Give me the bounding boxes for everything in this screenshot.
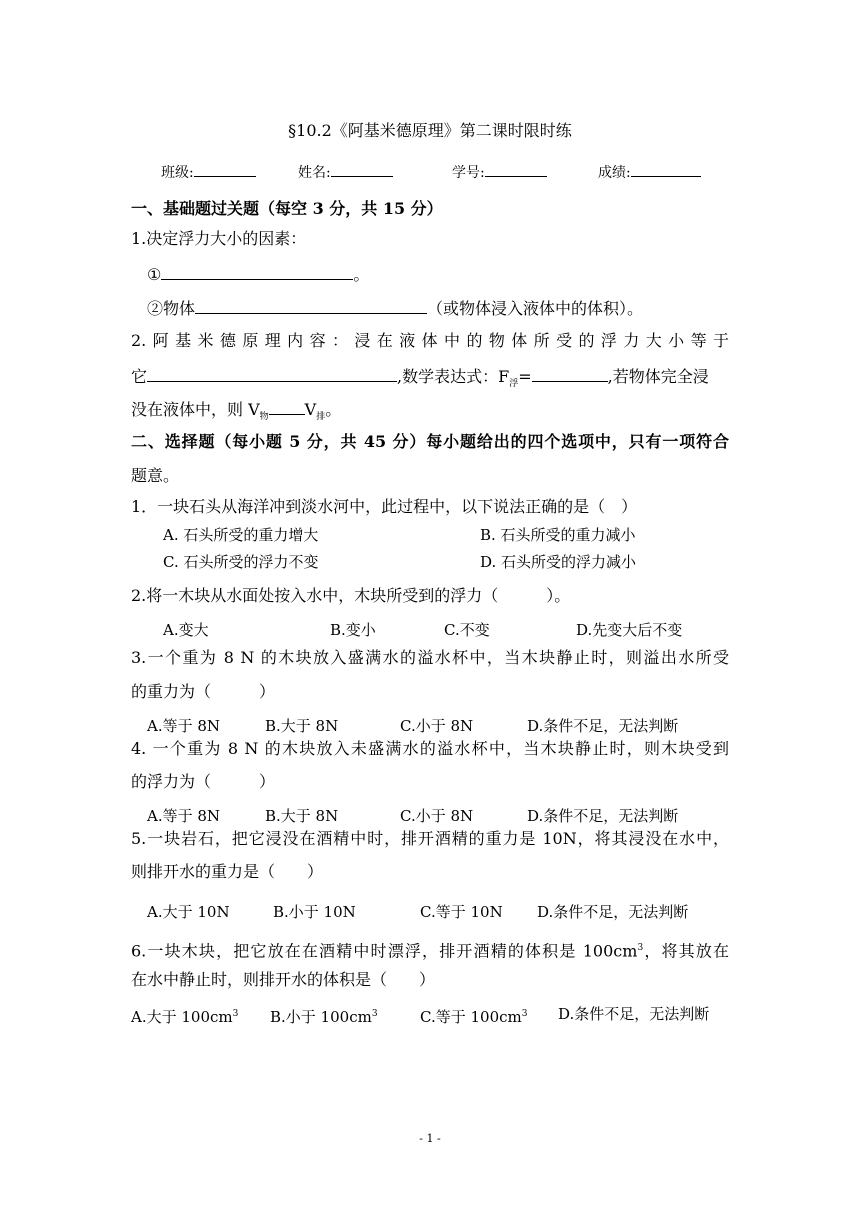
score-field [598, 160, 701, 183]
mc1-option-d: D. 石头所受的浮力减小 [480, 553, 637, 571]
answer-blank [161, 263, 353, 280]
q2-prefix: 它 [131, 367, 148, 386]
mc1-option-a: A. 石头所受的重力增大 [163, 526, 319, 544]
q2-formula-label: ,数学表达式：F [397, 367, 510, 386]
mc6-option-c [420, 1004, 527, 1027]
mc6-option-b-text: B.小于 100cm [270, 1008, 372, 1026]
mc5-option-b: B.小于 10N [273, 903, 356, 921]
class-label: 班级: [161, 165, 194, 181]
mc6-option-a [131, 1004, 238, 1027]
mc6-option-d: D.条件不足，无法判断 [558, 1005, 710, 1023]
question-1-item-1 [147, 263, 369, 285]
section2-heading-line-2: 题意。 [131, 466, 180, 485]
student-id-field [452, 160, 547, 183]
cubic-superscript: 3 [232, 1009, 239, 1019]
mc3-option-a: A.等于 8N [147, 717, 221, 735]
answer-blank [195, 297, 427, 314]
mc6-option-c-text: C.等于 100cm [420, 1008, 522, 1026]
cubic-superscript: 3 [371, 1009, 378, 1019]
mc-question-4-line-2: 的浮力为（ ） [131, 772, 276, 791]
mc-question-5-line-2: 则排开水的重力是（ ） [131, 862, 324, 881]
v-symbol: V [304, 400, 317, 419]
mc3-option-b: B.大于 8N [265, 717, 339, 735]
mc5-option-c: C.等于 10N [420, 903, 503, 921]
mc4-option-d: D.条件不足，无法判断 [527, 807, 679, 825]
q6-line1-suffix: ，将其放在 [643, 941, 729, 961]
item-1-prefix: ① [147, 265, 162, 284]
mc6-option-a-text: A.大于 100cm [131, 1008, 233, 1026]
q2-suffix: ,若物体完全浸 [607, 367, 709, 386]
item-2-suffix: （或物体浸入液体中的体积）。 [427, 299, 644, 318]
question-2-line-3 [131, 398, 341, 427]
mc-question-4-line-1: 4. 一个重为 8 N 的木块放入未盛满水的溢水杯中，当木块静止时，则木块受到 [131, 739, 729, 758]
mc1-option-c: C. 石头所受的浮力不变 [163, 553, 319, 571]
subscript-pai: 排 [316, 412, 326, 423]
mc4-option-a: A.等于 8N [147, 807, 221, 825]
answer-blank [532, 365, 608, 382]
cubic-superscript: 3 [521, 1009, 528, 1019]
page-number: - 1 - [419, 1132, 441, 1145]
item-2-prefix: ②物体 [147, 299, 196, 318]
mc2-option-b: B.变小 [330, 621, 376, 639]
equals-sign: = [518, 367, 532, 386]
mc-question-1-stem: 1．一块石头从海洋冲到淡水河中，此过程中，以下说法正确的是（ ） [131, 497, 638, 516]
q6-line1-prefix: 6.一块木块，把它放在在酒精中时漂浮，排开酒精的体积是 100cm [131, 941, 638, 961]
question-1-item-2 [147, 297, 643, 319]
section1-heading: 一、基础题过关题（每空 3 分，共 15 分） [131, 199, 443, 218]
page-title: §10.2《阿基米德原理》第二课时限时练 [288, 121, 572, 140]
mc5-option-d: D.条件不足，无法判断 [537, 903, 689, 921]
subscript-wu: 物 [259, 412, 269, 423]
mc-question-2-stem: 2.将一木块从水面处按入水中，木块所受到的浮力（ ）。 [131, 586, 571, 605]
name-label: 姓名: [298, 165, 331, 181]
mc3-option-c: C.小于 8N [400, 717, 474, 735]
question-2-line-2 [131, 365, 709, 394]
class-blank [194, 160, 256, 177]
mc2-option-a: A.变大 [163, 621, 209, 639]
name-blank [331, 160, 393, 177]
question-1-stem: 1.决定浮力大小的因素： [131, 229, 307, 248]
cubic-superscript: 3 [637, 943, 644, 953]
section2-heading: 二、选择题（每小题 5 分，共 45 分）每小题给出的四个选项中，只有一项符合 [131, 432, 729, 451]
mc-question-3-line-1: 3.一个重为 8 N 的木块放入盛满水的溢水杯中，当木块静止时，则溢出水所受 [131, 648, 729, 667]
score-label: 成绩: [598, 165, 631, 181]
mc-question-6-line-2: 在水中静止时，则排开水的体积是（ ） [131, 970, 436, 989]
q2-line3-suffix: 。 [325, 400, 342, 419]
mc2-option-d: D.先变大后不变 [576, 621, 683, 639]
answer-blank [147, 365, 397, 382]
subscript-fu: 浮 [509, 379, 519, 390]
mc4-option-b: B.大于 8N [265, 807, 339, 825]
score-blank [631, 160, 701, 177]
student-id-blank [485, 160, 547, 177]
mc3-option-d: D.条件不足，无法判断 [527, 717, 679, 735]
mc1-option-b: B. 石头所受的重力减小 [480, 526, 636, 544]
mc4-option-c: C.小于 8N [400, 807, 474, 825]
mc5-option-a: A.大于 10N [147, 903, 230, 921]
mc-question-6-line-1 [131, 938, 729, 961]
answer-blank [269, 398, 305, 415]
name-field [298, 160, 393, 183]
class-field [161, 160, 256, 183]
mc6-option-b [270, 1004, 378, 1027]
mc-question-5-line-1: 5.一块岩石，把它浸没在酒精中时，排开酒精的重力是 10N，将其浸没在水中， [131, 829, 729, 848]
q2-line3-prefix: 没在液体中，则 V [131, 400, 260, 419]
student-id-label: 学号: [452, 165, 485, 181]
question-2-line-1: 2.阿基米德原理内容：浸在液体中的物体所受的浮力大小等于 [131, 331, 729, 350]
mc-question-3-line-2: 的重力为（ ） [131, 682, 276, 701]
mc2-option-c: C.不变 [444, 621, 490, 639]
item-1-suffix: 。 [353, 265, 370, 284]
